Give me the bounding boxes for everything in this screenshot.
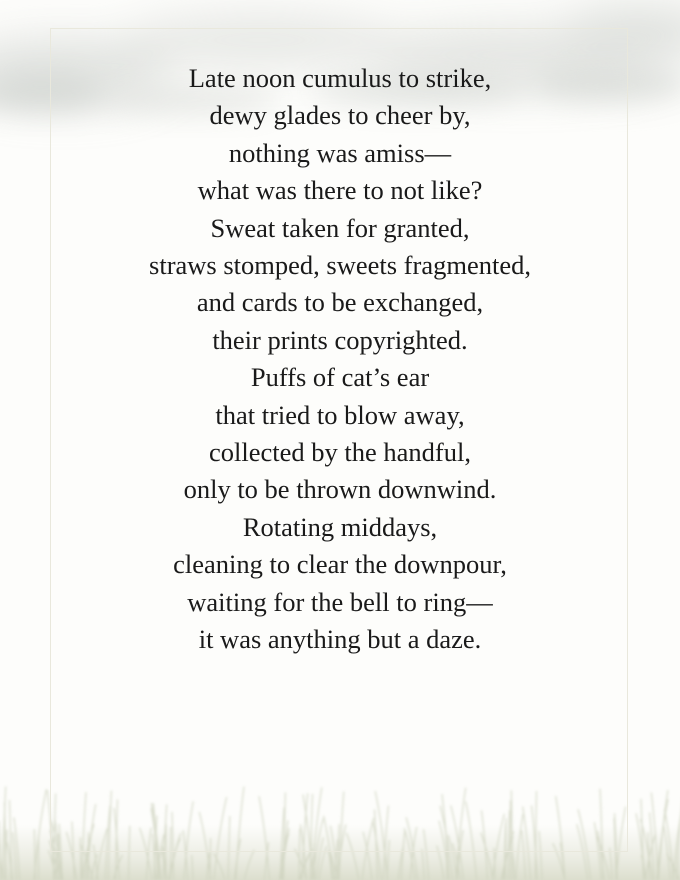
poem-line: nothing was amiss— [228,137,452,168]
poem-line: and cards to be exchanged, [196,287,484,318]
poem-line: what was there to not like? [197,175,483,206]
poem-line: collected by the handful, [209,437,471,468]
poem-line: Puffs of cat’s ear [250,362,430,393]
poem-line: Rotating middays, [242,511,438,542]
poem-line: dewy glades to cheer by, [209,100,471,131]
poem-line: it was anything but a daze. [198,624,482,655]
poem-line: only to be thrown downwind. [183,474,497,505]
poem-line: their prints copyrighted. [212,324,468,355]
poem-line: Late noon cumulus to strike, [188,63,492,93]
poem-line: straws stomped, sweets fragmented, [149,250,531,281]
poem-line: that tried to blow away, [215,399,465,430]
poem-line: waiting for the bell to ring— [187,586,493,617]
poem-line: cleaning to clear the downpour, [173,549,507,580]
poem-line: Sweat taken for granted, [210,212,470,243]
poem-body [60,60,620,659]
